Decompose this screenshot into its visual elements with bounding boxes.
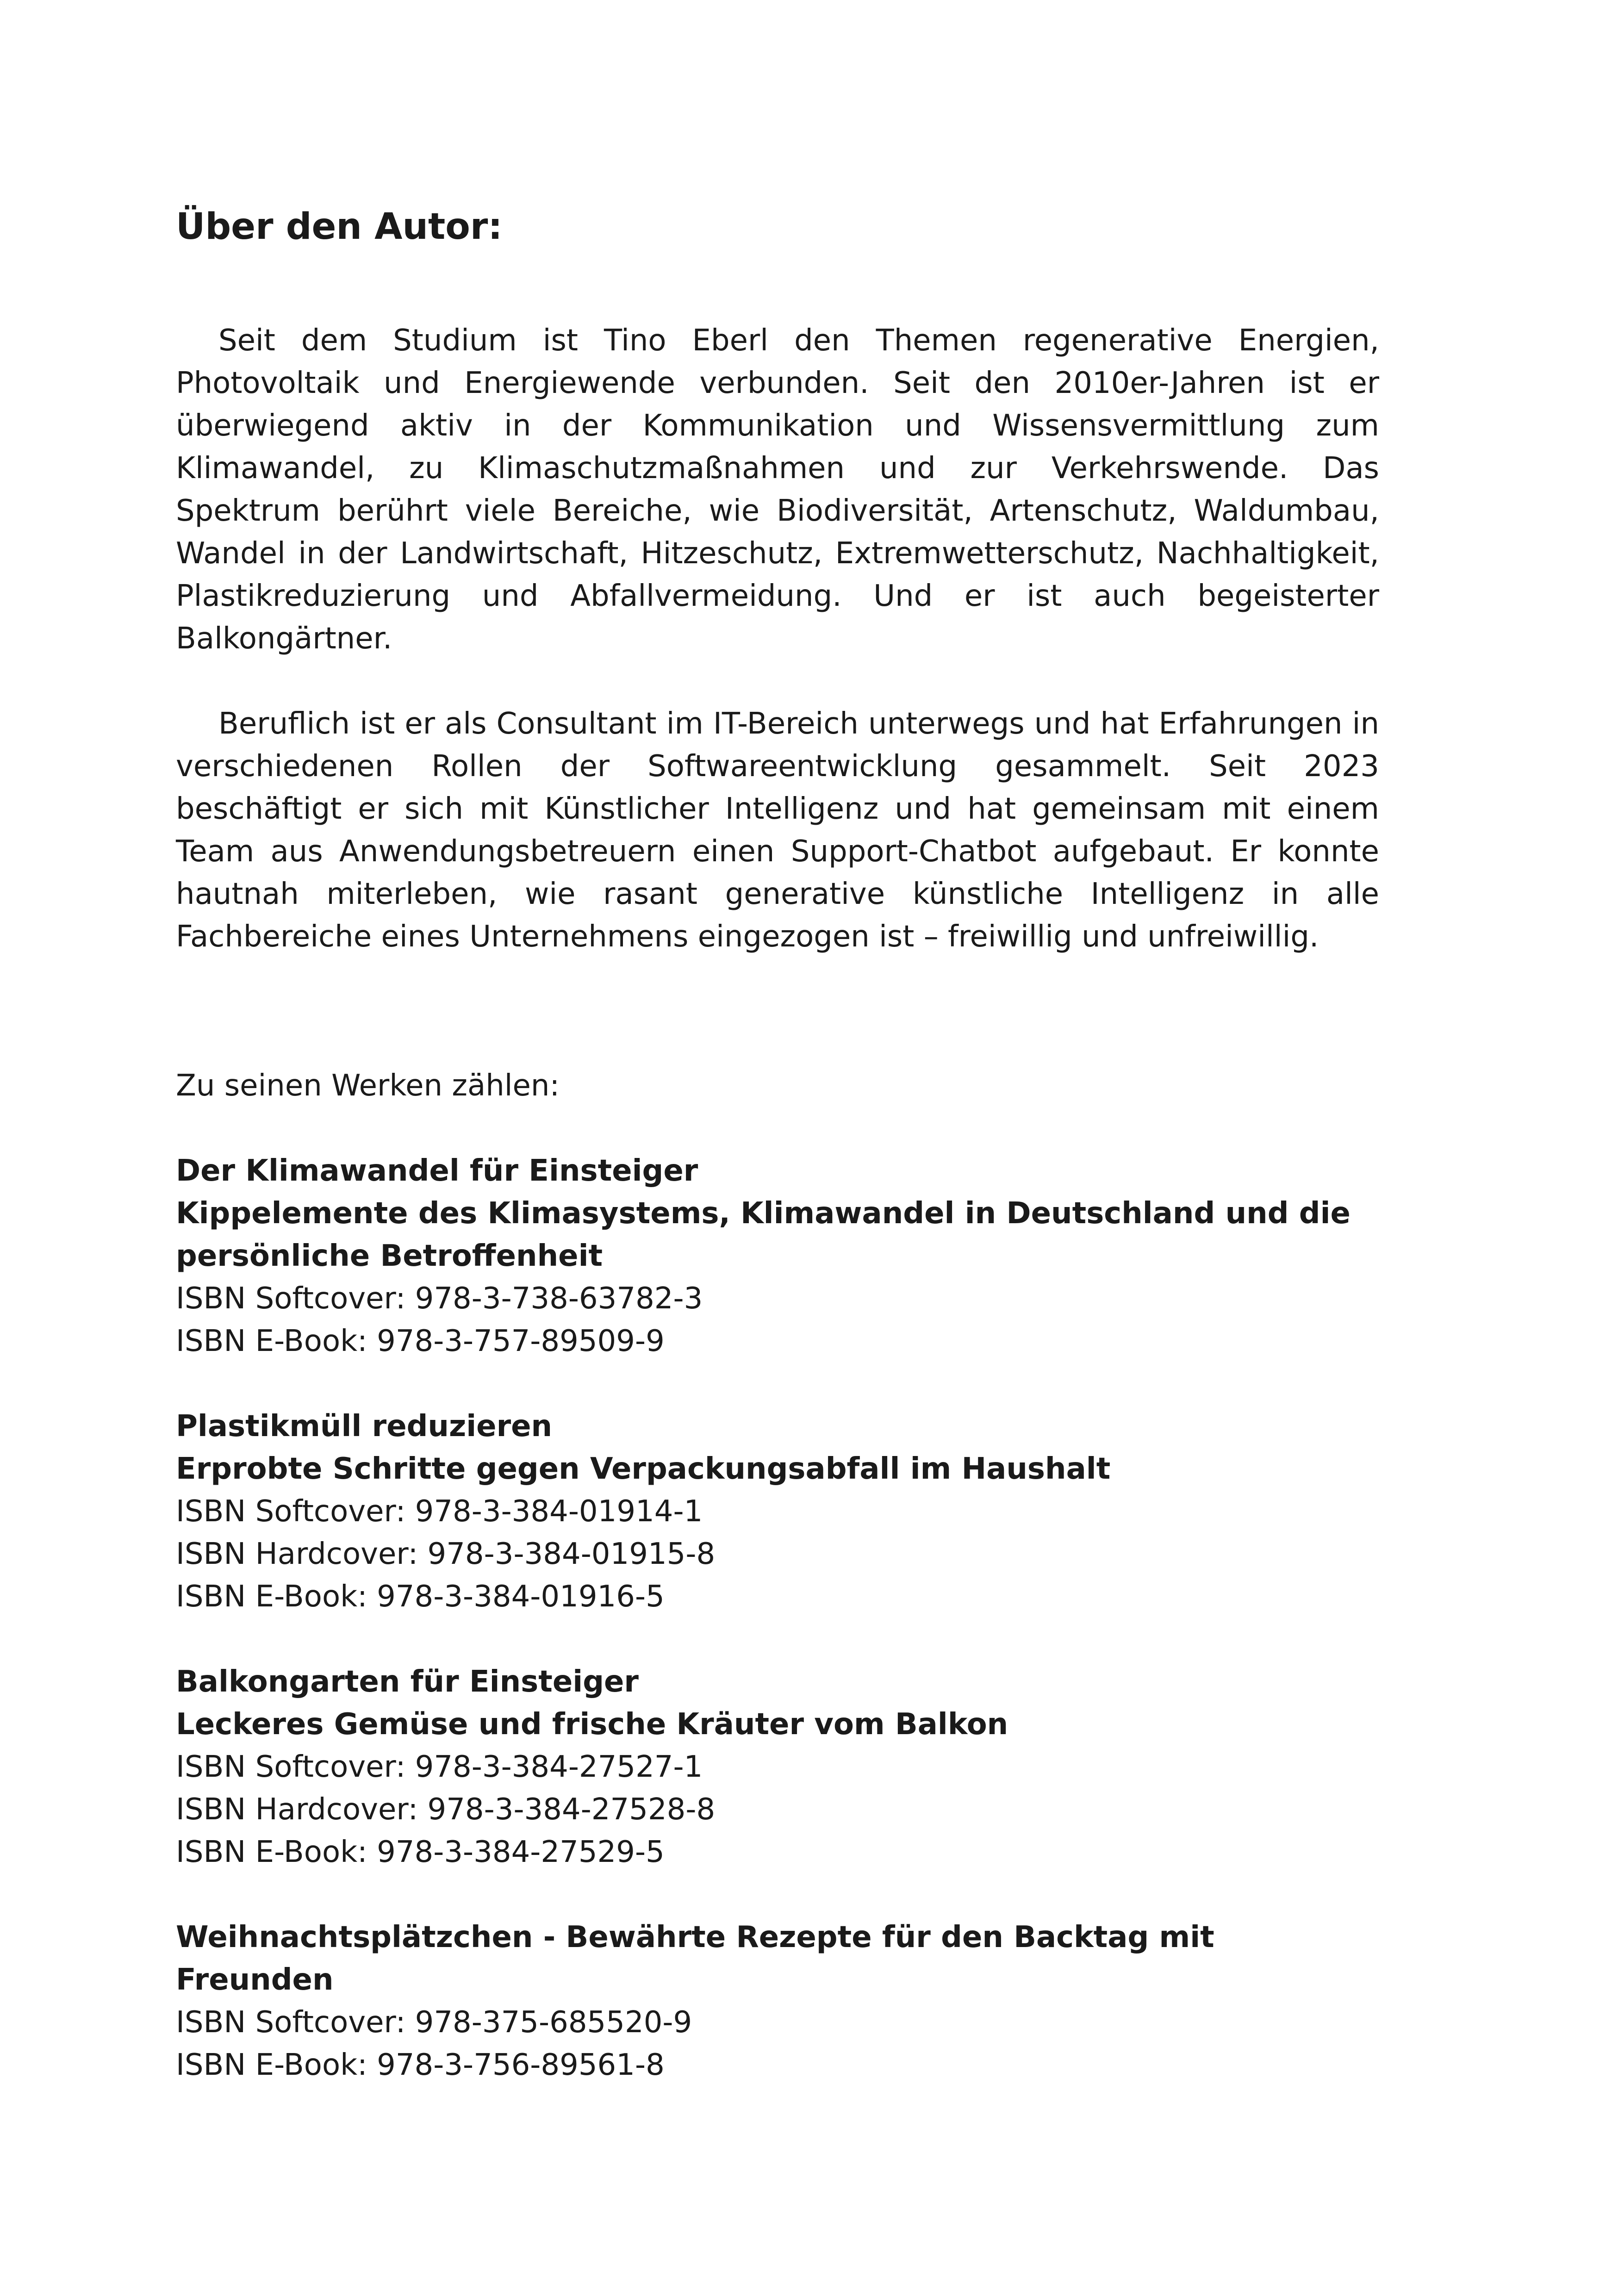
bio-paragraph: Seit dem Studium ist Tino Eberl den Themen regenerative Energien, Photovoltaik und Energiewende verbunden. Seit den 2010er-Jahren ist er überwiegend aktiv in der Kommunikation und Wissensvermittlung zum Klimawandel, zu Klimaschutzmaßnahmen und zur Verkehrswende. Das Spektrum berührt viele Bereiche, wie Biodiversität, Artenschutz, Waldumbau, Wandel in der Landwirtschaft, Hitzeschutz, Extremwetterschutz, Nachhaltigkeit, Plastikreduzierung und Abfallvermeidung. Und er ist auch begeisterter Balkongärtner.: [176, 324, 1379, 656]
work-subtitle-line: persönliche Betroffenheit: [176, 1239, 603, 1273]
work-title-line: Plastikmüll reduzieren: [176, 1409, 553, 1444]
work-entry: [176, 1405, 1379, 1618]
isbn-line: ISBN Hardcover: 978-3-384-01915-8: [176, 1537, 716, 1571]
isbn-line: ISBN E-Book: 978-3-384-27529-5: [176, 1835, 665, 1869]
page-content: [176, 204, 1379, 2086]
isbn-line: ISBN Softcover: 978-3-384-27527-1: [176, 1750, 703, 1784]
works-list: [176, 1150, 1379, 2086]
works-intro: Zu seinen Werken zählen:: [176, 1069, 560, 1103]
work-entry: [176, 1661, 1379, 1873]
work-subtitle-line: Kippelemente des Klimasystems, Klimawandel in Deutschland und die: [176, 1196, 1350, 1231]
work-title-line: Balkongarten für Einsteiger: [176, 1665, 639, 1699]
page-title: Über den Autor:: [176, 206, 503, 248]
work-entry: [176, 1150, 1379, 1363]
isbn-line: ISBN E-Book: 978-3-757-89509-9: [176, 1324, 665, 1358]
isbn-line: ISBN Softcover: 978-375-685520-9: [176, 2005, 692, 2040]
isbn-line: ISBN E-Book: 978-3-756-89561-8: [176, 2048, 665, 2082]
work-subtitle-line: Leckeres Gemüse und frische Kräuter vom Balkon: [176, 1707, 1008, 1742]
isbn-line: ISBN E-Book: 978-3-384-01916-5: [176, 1580, 665, 1614]
work-title-line: Der Klimawandel für Einsteiger: [176, 1154, 698, 1188]
isbn-line: ISBN Hardcover: 978-3-384-27528-8: [176, 1792, 716, 1827]
author-bio: [176, 319, 1379, 958]
work-title-line: Weihnachtsplätzchen - Bewährte Rezepte für den Backtag mit Freunden: [176, 1920, 1214, 1997]
isbn-line: ISBN Softcover: 978-3-738-63782-3: [176, 1282, 703, 1316]
work-subtitle-line: Erprobte Schritte gegen Verpackungsabfall im Haushalt: [176, 1452, 1111, 1486]
bio-paragraph: Beruflich ist er als Consultant im IT-Bereich unterwegs und hat Erfahrungen in verschiedenen Rollen der Softwareentwicklung gesammelt. Seit 2023 beschäftigt er sich mit Künstlicher Intelligenz und hat gemeinsam mit einem Team aus Anwendungsbetreuern einen Support-Chatbot aufgebaut. Er konnte hautnah miterleben, wie rasant generative künstliche Intelligenz in alle Fachbereiche eines Unternehmens eingezogen ist – freiwillig und unfreiwillig.: [176, 707, 1379, 954]
isbn-line: ISBN Softcover: 978-3-384-01914-1: [176, 1494, 703, 1529]
work-entry: [176, 1916, 1379, 2086]
